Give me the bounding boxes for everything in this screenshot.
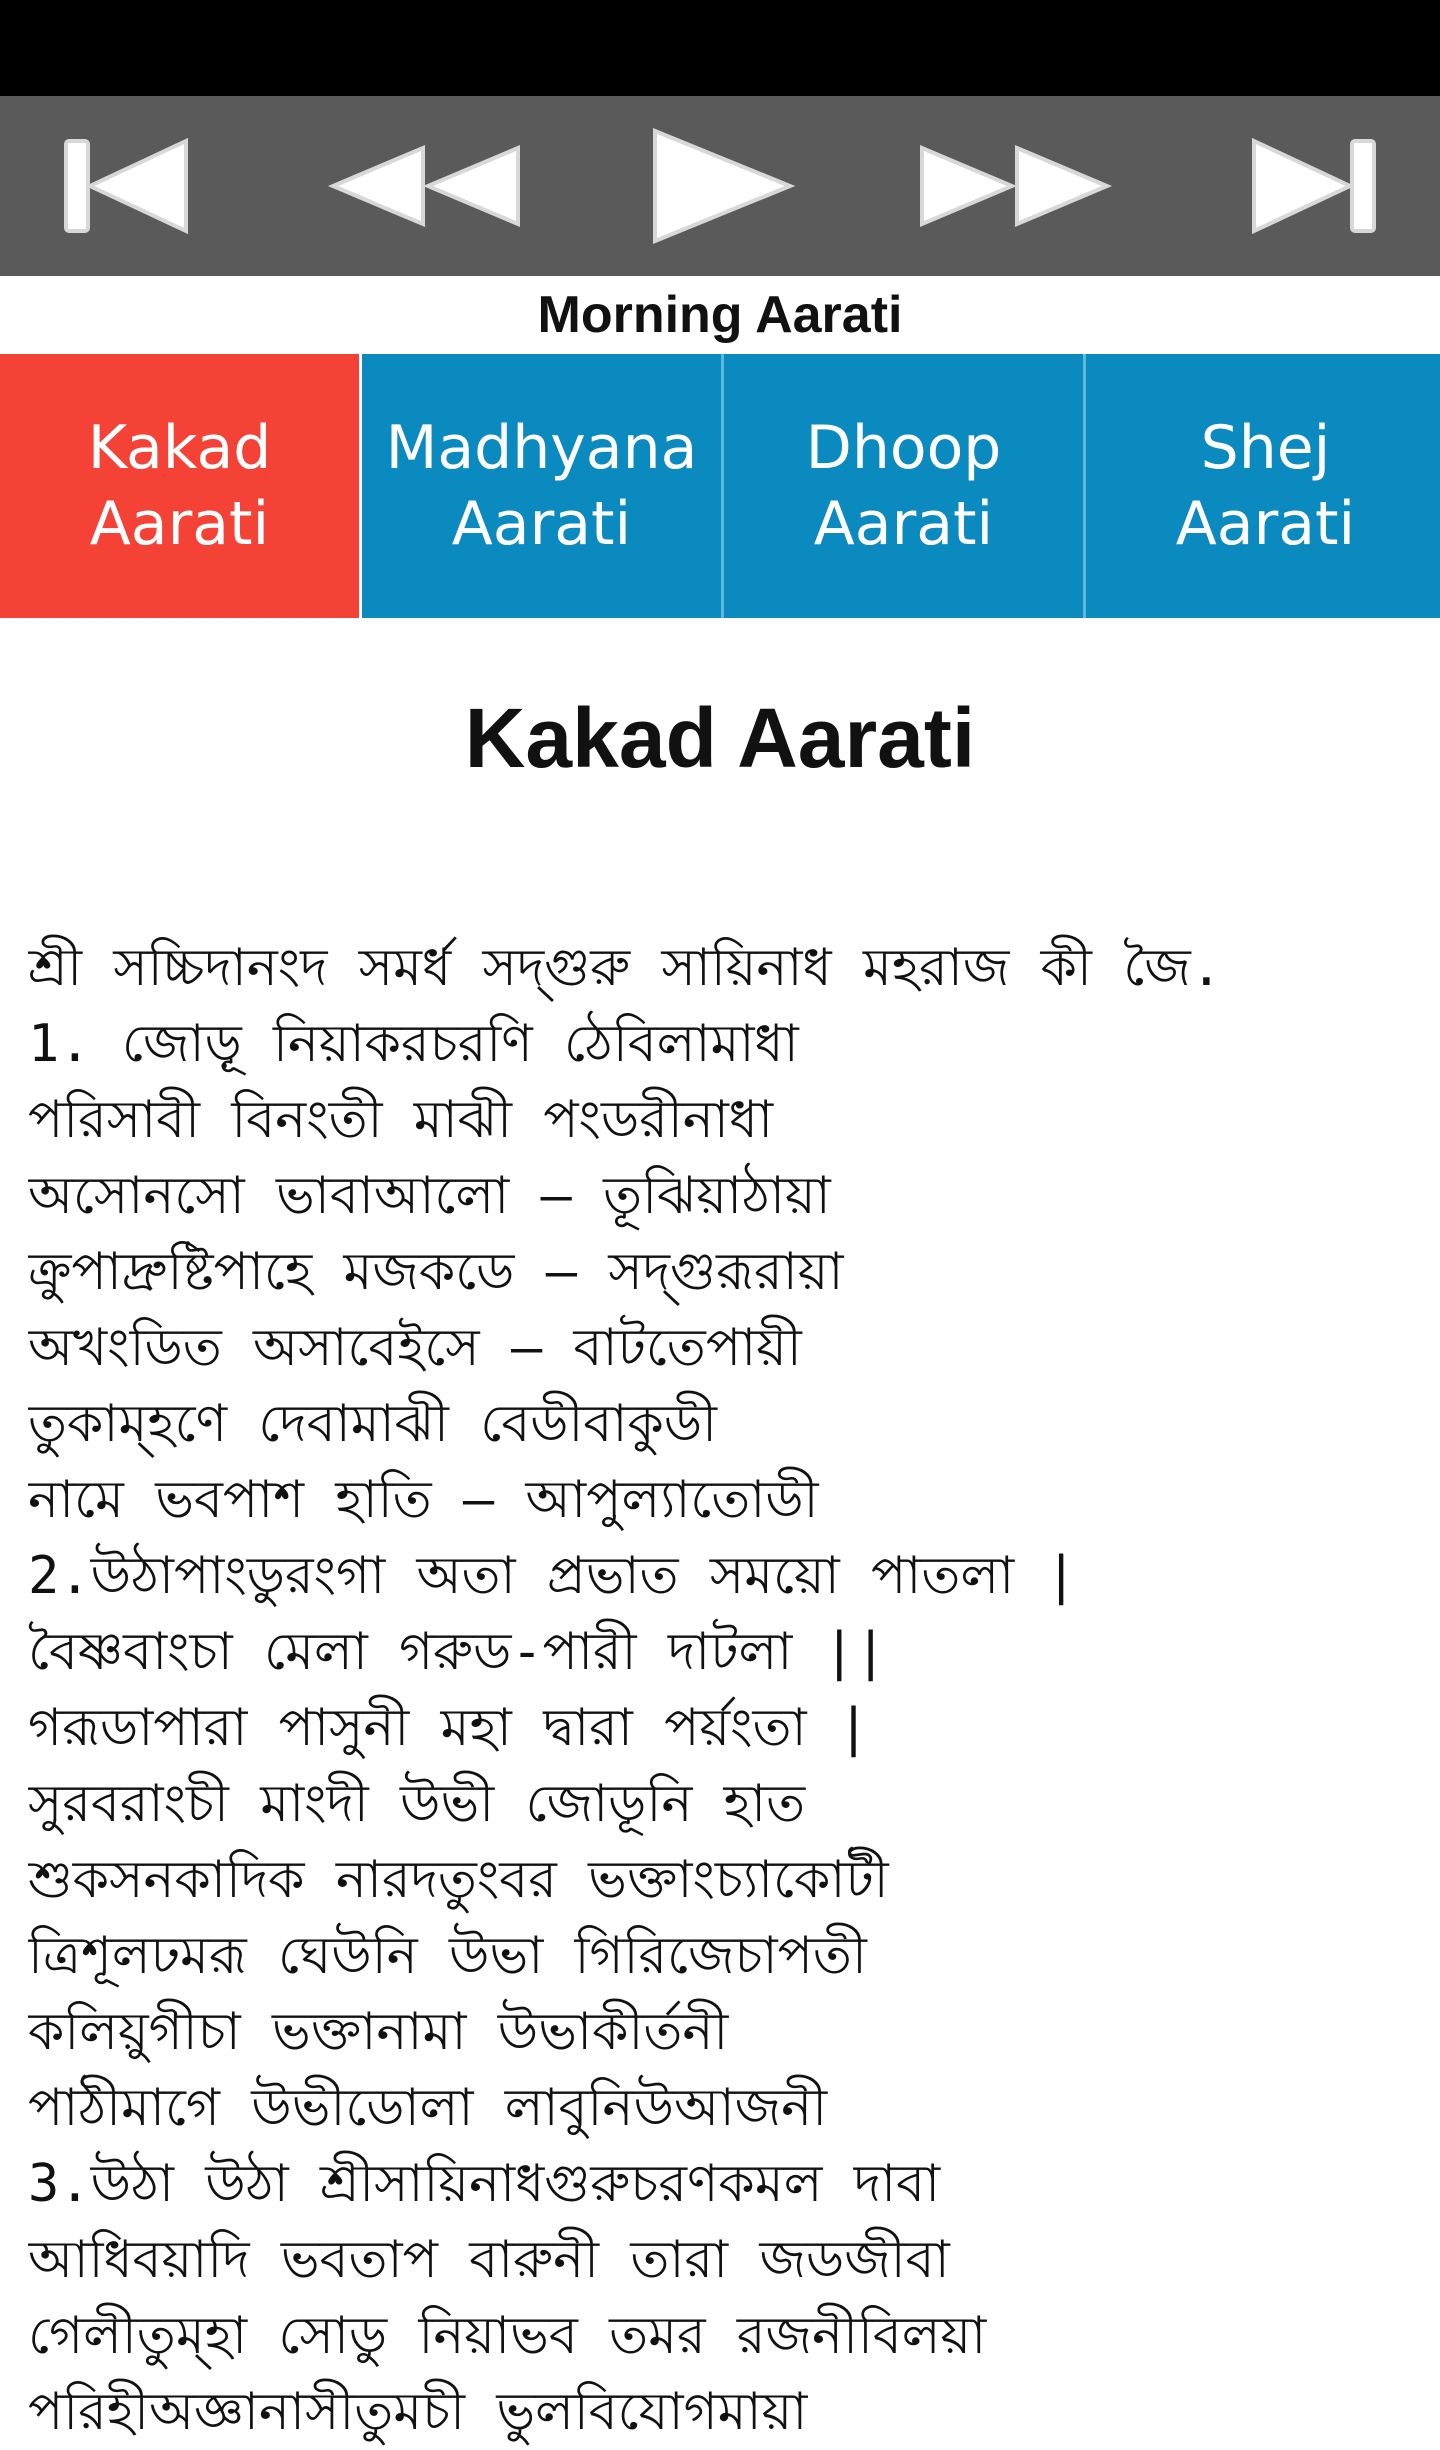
lyrics-line: ত্রিশূলঢমরূ ঘেউনি উভা গিরিজেচাপতী <box>28 1926 867 1986</box>
lyrics-line: সুরবরাংচী মাংদী উভী জোডূনি হাত <box>28 1774 806 1834</box>
lyrics-line: অখংডিত অসাবেইসে – বাটতেপায়ী <box>28 1318 802 1378</box>
lyrics-line: পরিহীঅজ্ঞানাসীতুমচী ভুলবিযোগমায়া <box>28 2382 808 2442</box>
lyrics-line: পাঠীমাগে উভীডোলা লাবুনিউআজনী <box>28 2078 828 2138</box>
lyrics-line: তুকাম্হণে দেবামাঝী বেডীবাকুডী <box>28 1394 717 1454</box>
lyrics-line: আধিবয়াদি ভবতাপ বারুনী তারা জডজীবা <box>28 2230 950 2290</box>
tab-dhoop-aarati[interactable] <box>724 354 1086 618</box>
lyrics-text <box>28 930 1418 2450</box>
tab-label-line2: Aarati <box>451 489 632 559</box>
skip-to-end-button[interactable] <box>1224 121 1404 251</box>
fast-forward-button[interactable] <box>927 121 1107 251</box>
tab-bar <box>0 354 1440 618</box>
skip-to-start-button[interactable] <box>36 121 216 251</box>
rewind-button[interactable] <box>333 121 513 251</box>
tab-label-line1: Madhyana <box>385 413 698 483</box>
lyrics-line: অসোনসো ভাবাআলো – তূঝিয়াঠায়া <box>28 1166 831 1226</box>
lyrics-line: নামে ভবপাশ হাতি – আপুল্যাতোডী <box>28 1470 819 1530</box>
skip-to-start-icon <box>56 136 196 236</box>
content-title: Kakad Aarati <box>464 691 976 785</box>
section-title: Morning Aarati <box>537 286 903 344</box>
tab-label-line1: Kakad <box>87 413 272 483</box>
tab-label-line2: Aarati <box>813 489 994 559</box>
status-bar <box>0 0 1440 96</box>
tab-label-line2: Aarati <box>89 489 270 559</box>
player-controls <box>0 96 1440 276</box>
lyrics-line: 1. জোড়ূ নিয়াকরচরণি ঠেবিলামাধা <box>28 1014 799 1074</box>
lyrics-line: পরিসাবী বিনংতী মাঝী পংডরীনাধা <box>28 1090 774 1150</box>
play-button[interactable] <box>630 121 810 251</box>
lyrics-line: কলিয়ুগীচা ভক্তানামা উভাকীর্তনী <box>28 2002 729 2062</box>
lyrics-line: বৈষ্ণবাংচা মেলা গরুড-পারী দাটলা || <box>28 1622 887 1682</box>
rewind-icon <box>323 136 523 236</box>
lyrics-line: শ্রী সচ্চিদানংদ সমর্ধ সদ্গুরু সায়িনাধ মহরাজ কী জৈ. <box>28 938 1223 998</box>
lyrics-line: গরূডাপারা পাসুনী মহা দ্বারা পর্য়ংতা | <box>28 1698 870 1758</box>
tab-label-line1: Shej <box>1200 413 1331 483</box>
tab-label-line2: Aarati <box>1175 489 1356 559</box>
skip-to-end-icon <box>1244 136 1384 236</box>
tab-madhyana-aarati[interactable] <box>362 354 724 618</box>
lyrics-line: 3.উঠা উঠা শ্রীসায়িনাধগুরুচরণকমল দাবা <box>28 2154 941 2214</box>
lyrics-line: গেলীতুম্হা সোডু নিয়াভব তমর রজনীবিলয়া <box>28 2306 987 2366</box>
lyrics-line: শুকসনকাদিক নারদতুংবর ভক্তাংচ্যাকোটী <box>28 1850 889 1910</box>
play-icon <box>640 126 800 246</box>
fast-forward-icon <box>917 136 1117 236</box>
lyrics-line: 2.উঠাপাংডুরংগা অতা প্রভাত সময়ো পাতলা | <box>28 1546 1077 1606</box>
lyrics-line: ক্রুপাদ্রুষ্টিপাহে মজকডে – সদ্গুরূরায়া <box>28 1242 844 1302</box>
tab-shej-aarati[interactable] <box>1086 354 1440 618</box>
tab-kakad-aarati[interactable] <box>0 354 362 618</box>
tab-label-line1: Dhoop <box>805 413 1002 483</box>
